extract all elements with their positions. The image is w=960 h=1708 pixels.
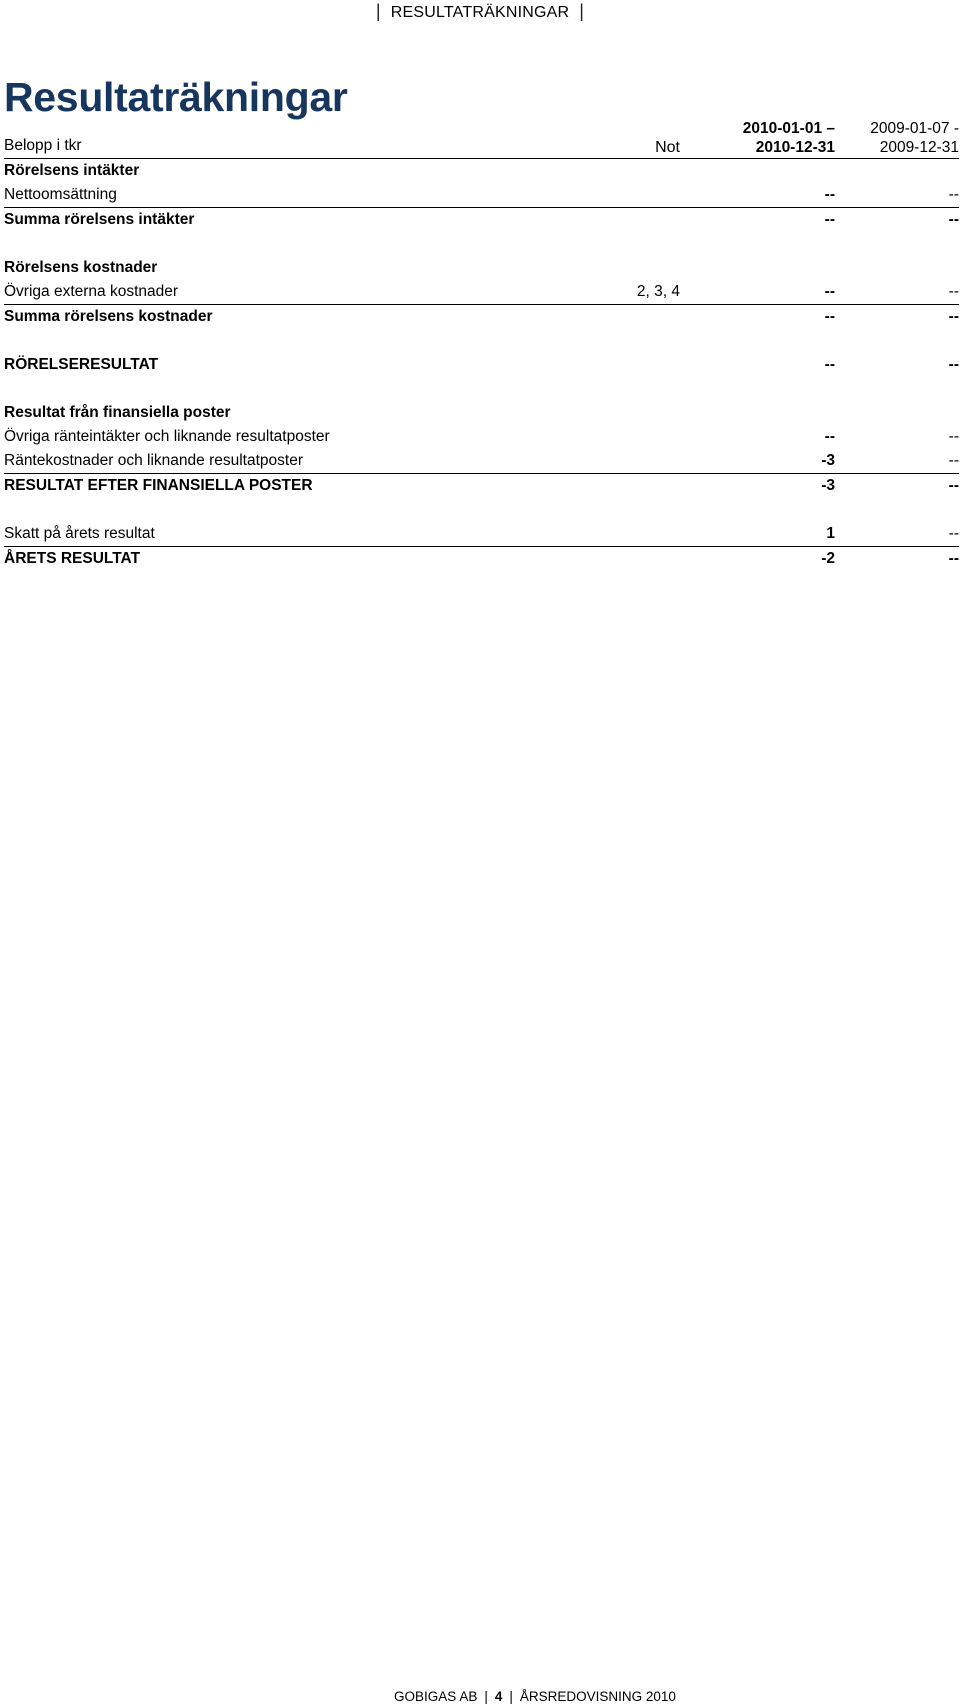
- current-value: --: [824, 211, 835, 228]
- amount-unit-label: Belopp i tkr: [4, 137, 82, 154]
- subtotal-row: [4, 304, 959, 329]
- current-value: --: [824, 186, 835, 203]
- statement-row: [4, 449, 959, 473]
- footer-report-name: ÅRSREDOVISNING 2010: [519, 1689, 676, 1704]
- previous-value: --: [948, 211, 959, 228]
- statement-row: [4, 425, 959, 449]
- row-label: Skatt på årets resultat: [4, 525, 155, 542]
- page-title: Resultaträkningar: [4, 74, 348, 120]
- current-value: -2: [821, 550, 835, 567]
- header-separator-left: |: [375, 1, 381, 21]
- header-separator-right: |: [579, 1, 585, 21]
- row-label: Rörelsens intäkter: [4, 162, 140, 179]
- footer-separator: |: [484, 1689, 488, 1704]
- section-heading-row: [4, 401, 959, 425]
- footer-company: GOBIGAS AB: [394, 1689, 478, 1704]
- net-result-row: [4, 546, 959, 571]
- current-value: -3: [821, 477, 835, 494]
- column-header: [4, 118, 959, 159]
- row-label: Summa rörelsens kostnader: [4, 308, 213, 325]
- previous-value: --: [948, 308, 959, 325]
- row-label: RESULTAT EFTER FINANSIELLA POSTER: [4, 477, 313, 494]
- current-value: --: [824, 428, 835, 445]
- running-header: [0, 0, 960, 22]
- row-label: Räntekostnader och liknande resultatposter: [4, 452, 303, 469]
- current-value: --: [824, 356, 835, 373]
- previous-value: --: [948, 283, 959, 300]
- current-period-start: 2010-01-01 –: [742, 120, 835, 137]
- current-period-end: 2010-12-31: [755, 139, 835, 156]
- previous-value: --: [948, 550, 959, 567]
- previous-period-start: 2009-01-07 -: [870, 120, 959, 137]
- note-column-header: Not: [655, 139, 680, 156]
- subtotal-row: [4, 473, 959, 498]
- previous-value: --: [948, 428, 959, 445]
- previous-period-end: 2009-12-31: [879, 139, 959, 156]
- previous-value: --: [948, 452, 959, 469]
- current-value: --: [824, 283, 835, 300]
- current-value: -3: [821, 452, 835, 469]
- note-reference: 2, 3, 4: [636, 283, 680, 300]
- row-label: Nettoomsättning: [4, 186, 117, 203]
- section-heading-row: [4, 256, 959, 280]
- row-label: Övriga externa kostnader: [4, 283, 179, 300]
- previous-value: --: [948, 356, 959, 373]
- running-header-title: RESULTATRÄKNINGAR: [390, 4, 570, 21]
- previous-value: --: [948, 186, 959, 203]
- income-statement-table: [4, 118, 959, 571]
- statement-row: [4, 183, 959, 207]
- current-value: 1: [826, 525, 835, 542]
- row-label: Resultat från finansiella poster: [4, 404, 231, 421]
- previous-value: --: [948, 525, 959, 542]
- row-label: Summa rörelsens intäkter: [4, 211, 195, 228]
- operating-result-row: [4, 353, 959, 377]
- current-value: --: [824, 308, 835, 325]
- statement-row: [4, 280, 959, 304]
- previous-value: --: [948, 477, 959, 494]
- row-label: RÖRELSERESULTAT: [4, 356, 159, 373]
- section-heading-row: [4, 159, 959, 183]
- current-period-header: [743, 119, 835, 157]
- statement-row: [4, 522, 959, 546]
- row-label: Övriga ränteintäkter och liknande resultatposter: [4, 428, 330, 445]
- footer-page-number: 4: [494, 1689, 503, 1704]
- page-footer: [0, 1688, 960, 1706]
- row-label: Rörelsens kostnader: [4, 259, 158, 276]
- previous-period-header: [870, 119, 959, 157]
- row-label: ÅRETS RESULTAT: [4, 550, 141, 567]
- subtotal-row: [4, 207, 959, 232]
- footer-separator: |: [509, 1689, 513, 1704]
